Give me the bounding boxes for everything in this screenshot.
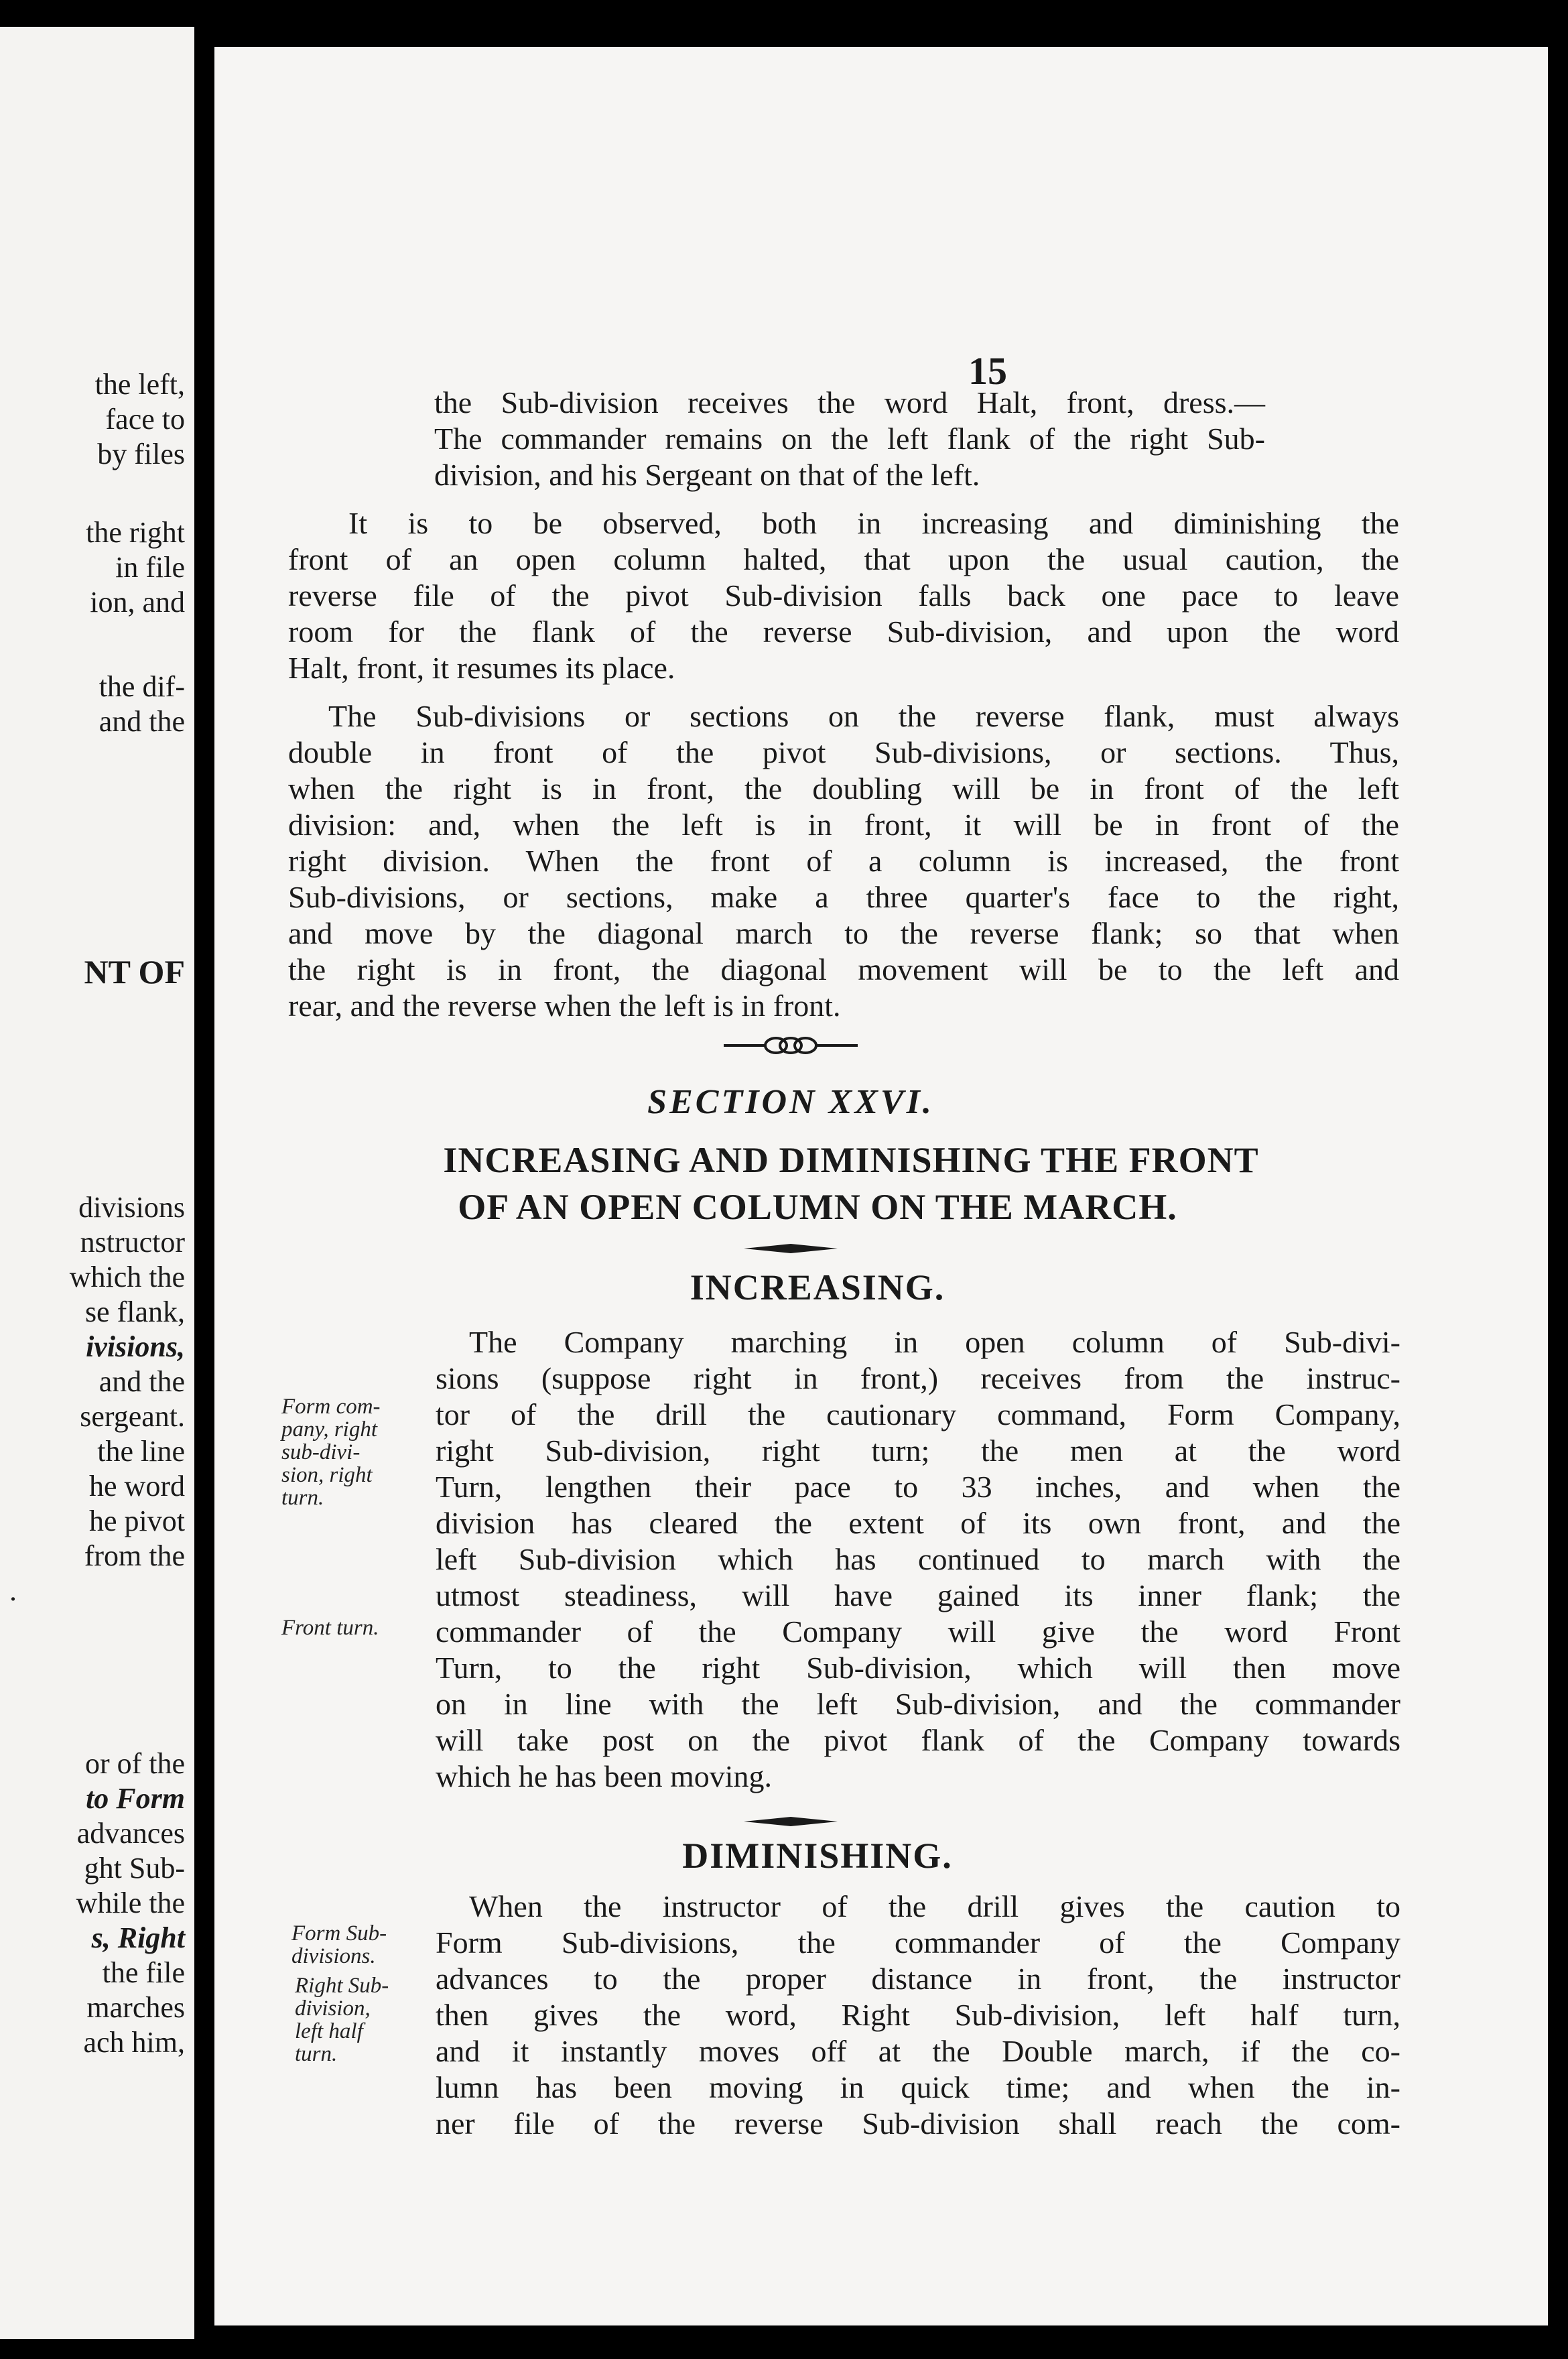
left-fragment: from the: [84, 1539, 185, 1572]
text-line: commander of the Company will give the word Front: [436, 1614, 1400, 1649]
left-fragment: nstructor: [80, 1226, 185, 1259]
text-line: utmost steadiness, will have gained its inner flank; the: [436, 1578, 1400, 1612]
page-number: 15: [968, 349, 1007, 393]
text-line: right division. When the front of a column is increased, the front: [288, 844, 1399, 878]
margin-note: Form Sub- divisions.: [291, 1921, 387, 1968]
text-line: Turn, to the right Sub-division, which will then move: [436, 1651, 1400, 1685]
section-title: SECTION XXVI.: [647, 1083, 934, 1121]
text-line: room for the flank of the reverse Sub-division, and upon the word: [288, 615, 1399, 649]
text-line: lumn has been moving in quick time; and when the in-: [436, 2070, 1400, 2104]
text-line: left Sub-division which has continued to march with the: [436, 1542, 1400, 1576]
left-fragment: ivisions,: [86, 1330, 185, 1363]
left-fragment: ion, and: [90, 586, 185, 619]
left-fragment: he word: [89, 1470, 185, 1503]
text-line: and it instantly moves off at the Double march, if the co-: [436, 2034, 1400, 2068]
ornament-divider: [724, 1032, 858, 1059]
left-fragment: face to: [105, 403, 185, 436]
text-line: division, and his Sergeant on that of the left.: [434, 458, 980, 492]
text-line: the right is in front, the diagonal movement will be to the left and: [288, 952, 1399, 986]
text-line: will take post on the pivot flank of the Company towards: [436, 1723, 1400, 1757]
rule-divider: [744, 1815, 838, 1828]
subheading-diminishing: DIMINISHING.: [682, 1836, 953, 1876]
subheading-increasing: INCREASING.: [690, 1267, 945, 1308]
rule-divider: [744, 1242, 838, 1255]
left-fragment: marches: [86, 1991, 185, 2024]
text-line: ner file of the reverse Sub-division shall reach the com-: [436, 2106, 1400, 2141]
left-fragment: the file: [102, 1956, 185, 1989]
text-line: It is to be observed, both in increasing and diminishing the: [348, 506, 1399, 540]
text-line: tor of the drill the cautionary command, Form Company,: [436, 1397, 1400, 1431]
left-fragment: divisions: [78, 1191, 185, 1224]
text-line: Halt, front, it resumes its place.: [288, 651, 675, 685]
left-fragment: and the: [99, 1365, 185, 1398]
left-fragment: s, Right: [91, 1921, 185, 1954]
left-fragment: or of the: [84, 1747, 185, 1780]
text-line: Turn, lengthen their pace to 33 inches, and when the: [436, 1470, 1400, 1504]
left-fragment: he pivot: [89, 1505, 185, 1537]
margin-note: Right Sub- division, left half turn.: [295, 1974, 389, 2066]
text-line: then gives the word, Right Sub-division, left half turn,: [436, 1998, 1400, 2032]
left-fragment: se flank,: [84, 1295, 185, 1328]
left-fragment: sergeant.: [80, 1400, 185, 1433]
left-fragment: the line: [97, 1435, 185, 1468]
left-fragment: and the: [99, 705, 185, 738]
text-line: sions (suppose right in front,) receives from the instruc-: [436, 1361, 1400, 1395]
text-line: advances to the proper distance in front, the instructor: [436, 1962, 1400, 1996]
text-line: right Sub-division, right turn; the men at the word: [436, 1433, 1400, 1468]
text-line: The Company marching in open column of Sub-divi-: [469, 1325, 1400, 1359]
left-fragment: which the: [69, 1261, 185, 1293]
text-line: division: and, when the left is in front, it will be in front of the: [288, 808, 1399, 842]
margin-note: Front turn.: [281, 1616, 379, 1640]
text-line: division has cleared the extent of its own front, and the: [436, 1506, 1400, 1540]
text-line: and move by the diagonal march to the reverse flank; so that when: [288, 916, 1399, 950]
left-fragment: ach him,: [83, 2026, 185, 2059]
left-fragment: advances: [76, 1817, 185, 1850]
left-fragment: in file: [115, 551, 185, 584]
text-line: front of an open column halted, that upon the usual caution, the: [288, 542, 1399, 576]
left-fragment: to Form: [86, 1782, 185, 1815]
text-line: The commander remains on the left flank of the right Sub-: [434, 422, 1265, 456]
text-line: Sub-divisions, or sections, make a three quarter's face to the right,: [288, 880, 1399, 914]
text-line: on in line with the left Sub-division, and the commander: [436, 1687, 1400, 1721]
section-heading-line: INCREASING AND DIMINISHING THE FRONT: [443, 1140, 1259, 1180]
text-line: when the right is in front, the doubling will be in front of the left: [288, 771, 1399, 806]
left-fragment: the dif-: [99, 670, 185, 703]
left-fragment: by files: [97, 438, 185, 470]
text-line: which he has been moving.: [436, 1759, 773, 1793]
margin-note: Form com- pany, right sub-divi- sion, right turn.: [281, 1395, 381, 1510]
left-fragment: the left,: [94, 368, 185, 401]
left-fragment: ght Sub-: [84, 1852, 185, 1885]
text-line: rear, and the reverse when the left is in front.: [288, 989, 841, 1023]
left-fragment-heading: NT OF: [84, 953, 185, 991]
previous-page-strip: [0, 27, 194, 2339]
book-page: [214, 47, 1548, 2325]
section-heading-line: OF AN OPEN COLUMN ON THE MARCH.: [458, 1187, 1177, 1227]
left-fragment: the right: [86, 516, 185, 549]
book-gutter: [194, 0, 214, 2359]
text-line: double in front of the pivot Sub-divisions, or sections. Thus,: [288, 735, 1399, 769]
left-fragment: while the: [76, 1887, 185, 1919]
text-line: the Sub-division receives the word Halt, front, dress.—: [434, 385, 1265, 420]
text-line: reverse file of the pivot Sub-division falls back one pace to leave: [288, 578, 1399, 613]
text-line: When the instructor of the drill gives the caution to: [469, 1889, 1400, 1923]
text-line: The Sub-divisions or sections on the reverse flank, must always: [328, 699, 1399, 733]
left-fragment: .: [9, 1574, 17, 1607]
text-line: Form Sub-divisions, the commander of the Company: [436, 1925, 1400, 1960]
